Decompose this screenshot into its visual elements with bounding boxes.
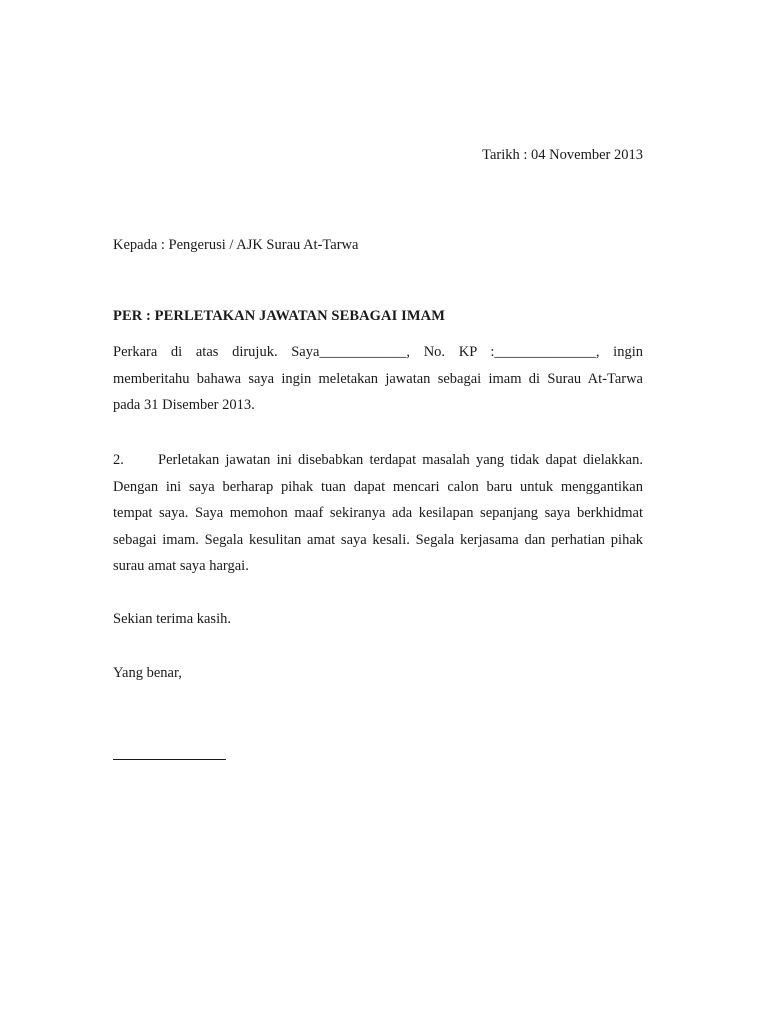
closing-text: Sekian terima kasih. (113, 611, 231, 627)
paragraph-1-line: pada 31 Disember 2013. (113, 397, 255, 413)
paragraph-2-line: surau amat saya hargai. (113, 558, 249, 574)
letter-recipient: Kepada : Pengerusi / AJK Surau At-Tarwa (113, 237, 359, 253)
paragraph-1-line: Perkara di atas dirujuk. Saya____________, No. KP :______________, ingin (113, 344, 643, 360)
paragraph-1 (113, 339, 643, 419)
paragraph-2-line: tempat saya. Saya memohon maaf sekiranya ada kesilapan sepanjang saya berkhidmat (113, 505, 643, 521)
signature-line (113, 759, 226, 760)
sign-off: Yang benar, (113, 665, 182, 681)
letter-date: Tarikh : 04 November 2013 (482, 147, 643, 163)
paragraph-2-line: Dengan ini saya berharap pihak tuan dapat mencari calon baru untuk menggantikan (113, 478, 643, 495)
paragraph-2 (113, 447, 643, 580)
paragraph-1-line: memberitahu bahawa saya ingin meletakan jawatan sebagai imam di Surau At-Tarwa (113, 370, 643, 387)
paragraph-2-first-line (113, 447, 643, 474)
paragraph-2-line: sebagai imam. Segala kesulitan amat saya kesali. Segala kerjasama dan perhatian pihak (113, 531, 643, 548)
paragraph-2-line: Perletakan jawatan ini disebabkan terdapat masalah yang tidak dapat dielakkan. (158, 452, 643, 468)
letter-subject: PER : PERLETAKAN JAWATAN SEBAGAI IMAM (113, 308, 445, 324)
paragraph-number: 2. (113, 452, 124, 468)
